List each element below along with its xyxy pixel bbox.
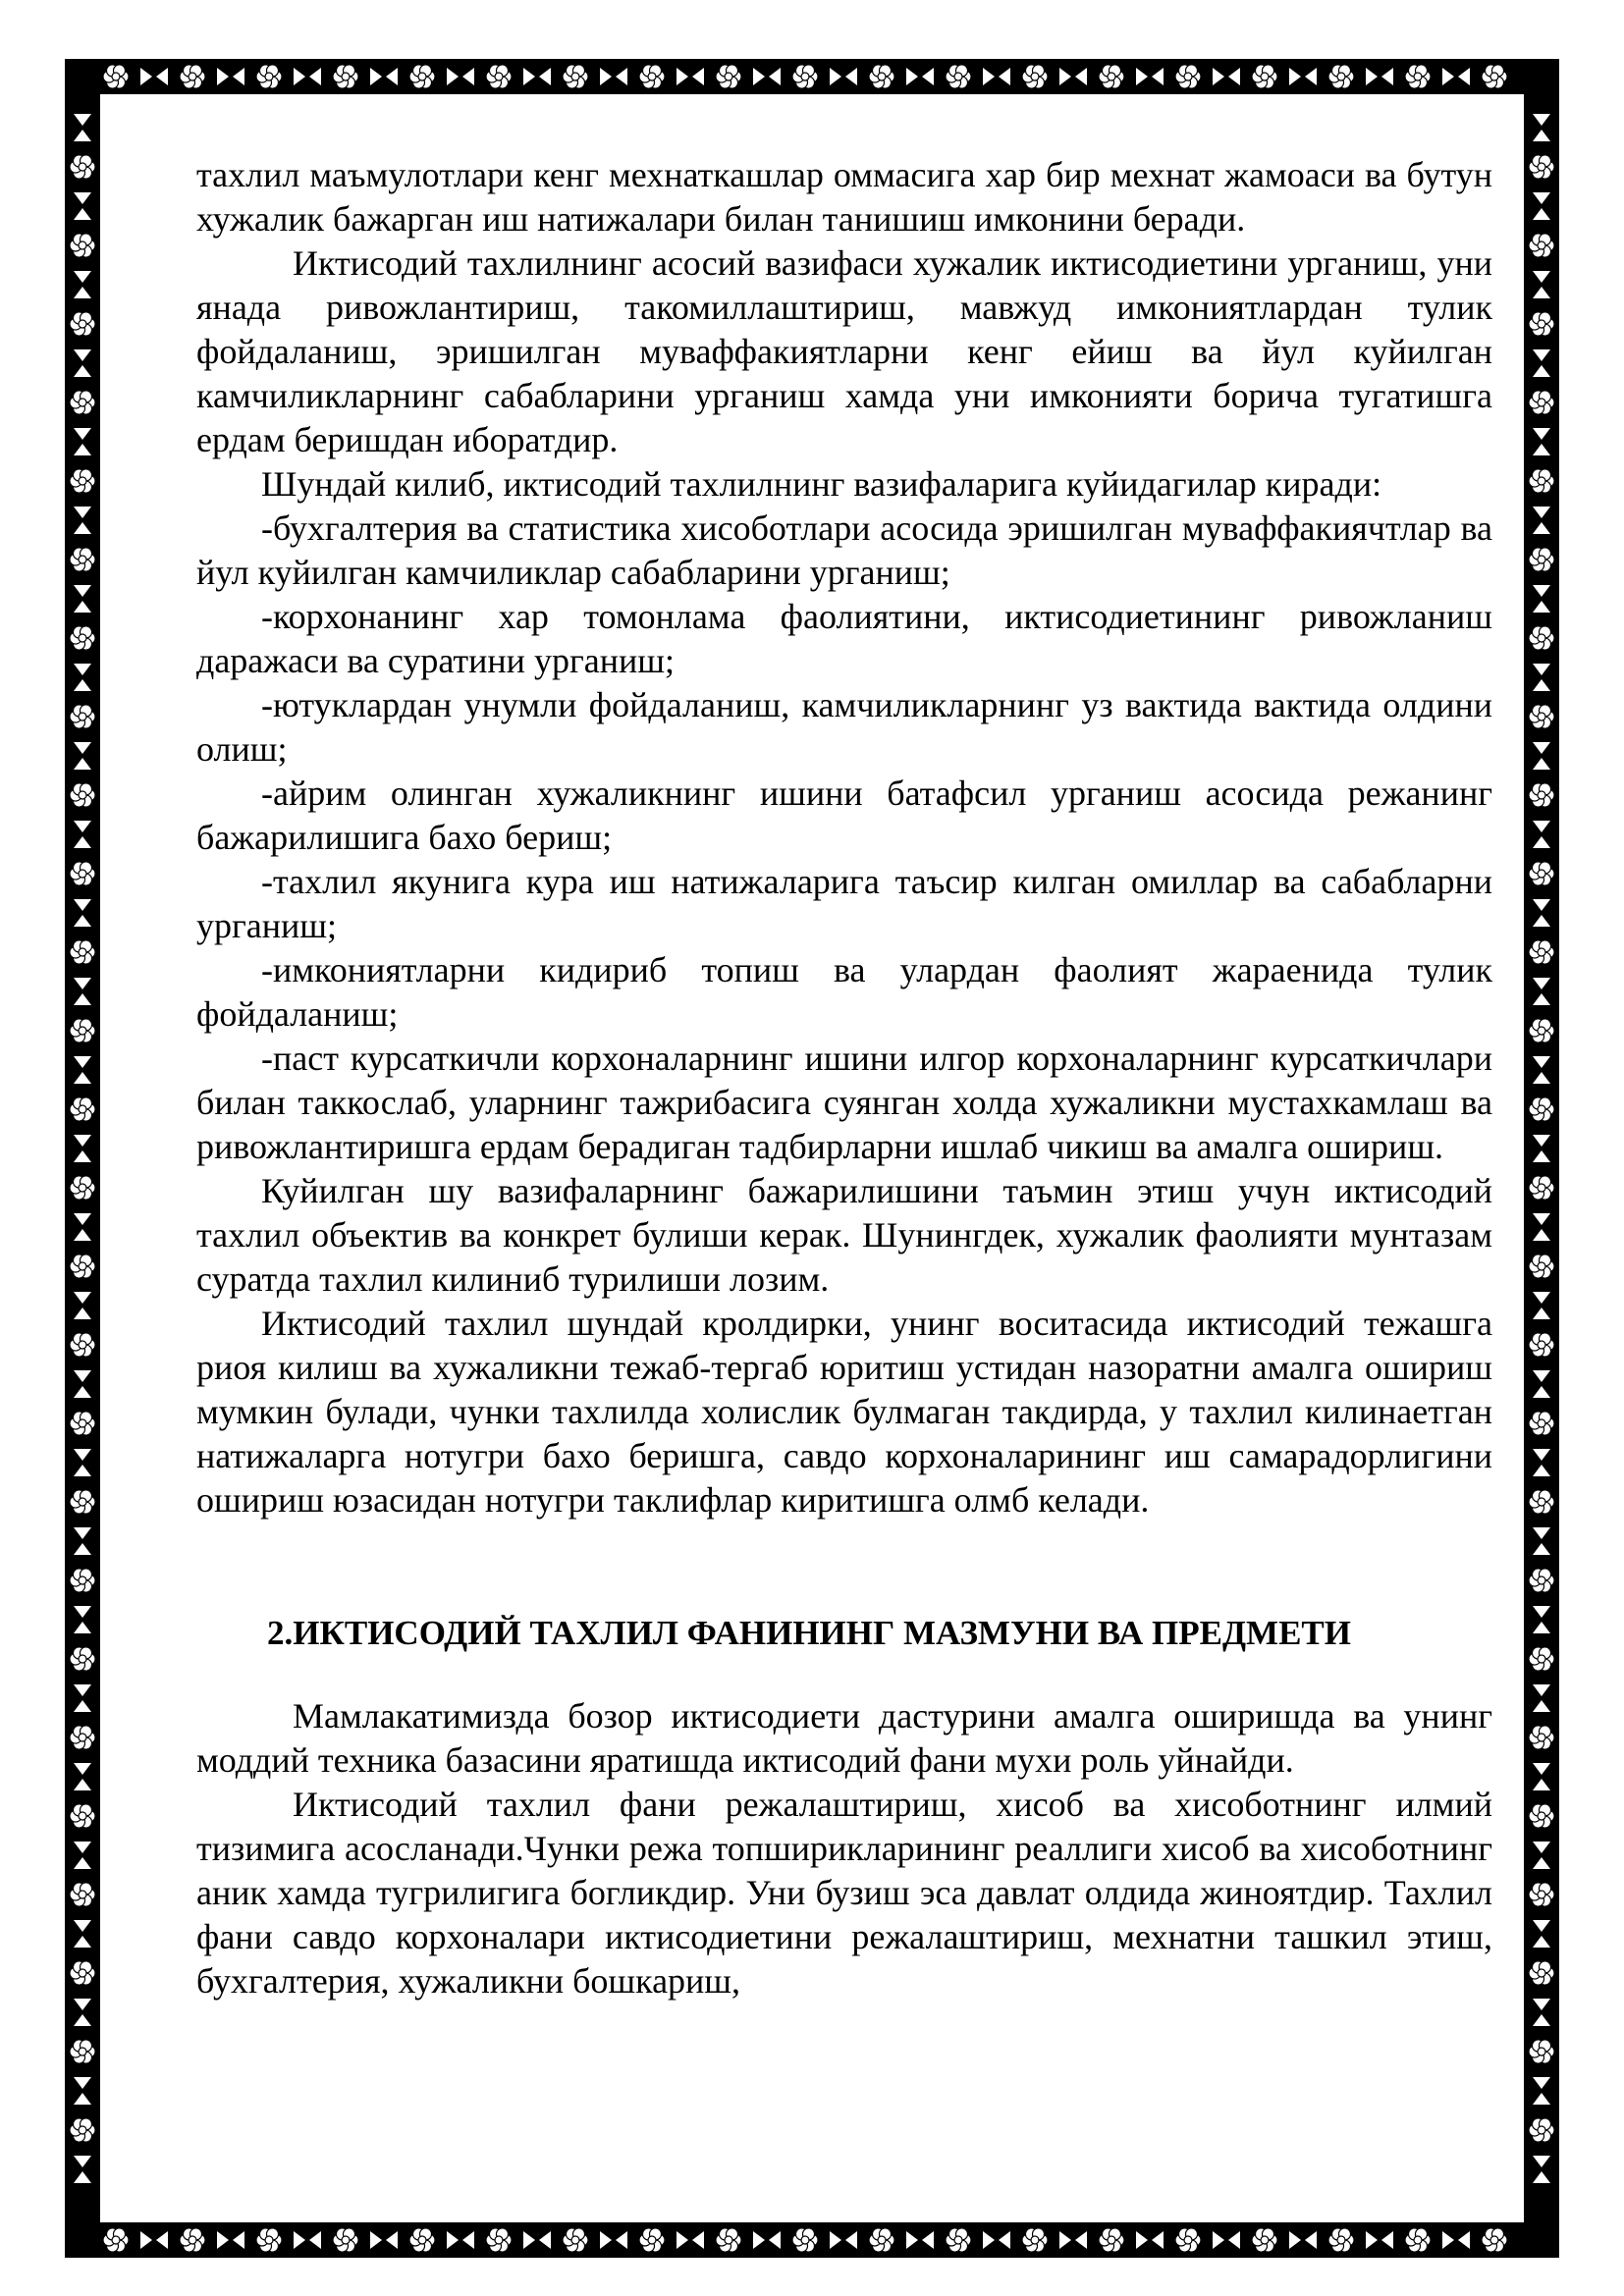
paragraph: Шундай килиб, иктисодий тахлилнинг вазифаларига куйидагилар киради: [261,464,1382,504]
paragraph: Иктисодий тахлил фани режалаштириш, хисоб ва хисоботнинг илмий тизимига асосланади.Чунки режа топширикларининг реаллиги хисоб ва хисоботнинг аник хамда тугрилигига богликдир. Уни бузиш эса давлат олдида жиноятдир. Тахлил фани савдо корхоналари иктисодиетини режалаштириш, мехнатни ташкил этиш, бухгалтерия, хужаликни бошкариш, [196,1785,1492,2001]
border-left [65,59,100,2258]
border-top [65,59,1559,94]
border-bottom [65,2222,1559,2258]
paragraph-group-b [196,1694,1492,2003]
paragraph: -паст курсаткичли корхоналарнинг ишини илгор корхоналарнинг курсаткичлари билан таккослаб, уларнинг тажрибасига суянган холда хужаликни мустахкамлаш ва ривожлантиришга ердам берадиган тадбирларни ишлаб чикиш ва амалга ошириш. [196,1039,1492,1166]
paragraph: Куйилган шу вазифаларнинг бажарилишини таъмин этиш учун иктисодий тахлил объектив ва конкрет булиши керак. Шунингдек, хужалик фаолияти мунтазам суратда тахлил килиниб турилиши лозим. [196,1171,1492,1299]
paragraph: тахлил маъмулотлари кенг мехнаткашлар оммасига хар бир мехнат жамоаси ва бутун хужалик бажарган иш натижалари билан танишиш имконини беради. [196,155,1492,239]
paragraph: Мамлакатимизда бозор иктисодиети дастурини амалга оширишда ва унинг моддий техника базасини яратишда иктисодий фани мухи роль уйнайди. [196,1696,1492,1780]
paragraph: -корхонанинг хар томонлама фаолиятини, иктисодиетининг ривожланиш даражаси ва суратини урганиш; [196,597,1492,680]
border-right [1524,59,1559,2258]
paragraph: -тахлил якунига кура иш натижаларига таъсир килган омиллар ва сабабларни урганиш; [196,862,1492,945]
paragraph: Иктисодий тахлилнинг асосий вазифаси хужалик иктисодиетини урганиш, уни янада ривожлантириш, такомиллаштириш, мавжуд имкониятлардан тулик фойдаланиш, эришилган муваффакиятларни кенг ейиш ва йул куйилган камчиликларнинг сабабларини урганиш хамда уни имконияти борича тугатишга ердам беришдан иборатдир. [196,243,1492,459]
paragraph: -ютуклардан унумли фойдаланиш, камчиликларнинг уз вактида вактида олдини олиш; [196,685,1492,769]
paragraph: Иктисодий тахлил шундай кролдирки, унинг воситасида иктисодий тежашга риоя килиш ва хужаликни тежаб-тергаб юритиш устидан назоратни амалга ошириш мумкин булади, чунки тахлилда холислик булмаган такдирда, у тахлил килинаетган натижаларга нотугри бахо беришга, савдо корхоналарининг иш самарадорлигини ошириш юзасидан нотугри таклифлар киритишга олмб келади. [196,1304,1492,1520]
paragraph: -имкониятларни кидириб топиш ва улардан фаолият жараенида тулик фойдаланиш; [196,950,1492,1034]
paragraph: -айрим олинган хужаликнинг ишини батафсил урганиш асосида режанинг бажарилишига бахо бериш; [196,774,1492,857]
document-body [196,153,1492,2003]
paragraph-group-a [196,153,1492,1522]
section-heading: 2.ИКТИСОДИЙ ТАХЛИЛ ФАНИНИНГ МАЗМУНИ ВА ПРЕДМЕТИ [267,1614,1351,1652]
paragraph: -бухгалтерия ва статистика хисоботлари асосида эришилган муваффакиячтлар ва йул куйилган камчиликлар сабабларини урганиш; [196,508,1492,592]
